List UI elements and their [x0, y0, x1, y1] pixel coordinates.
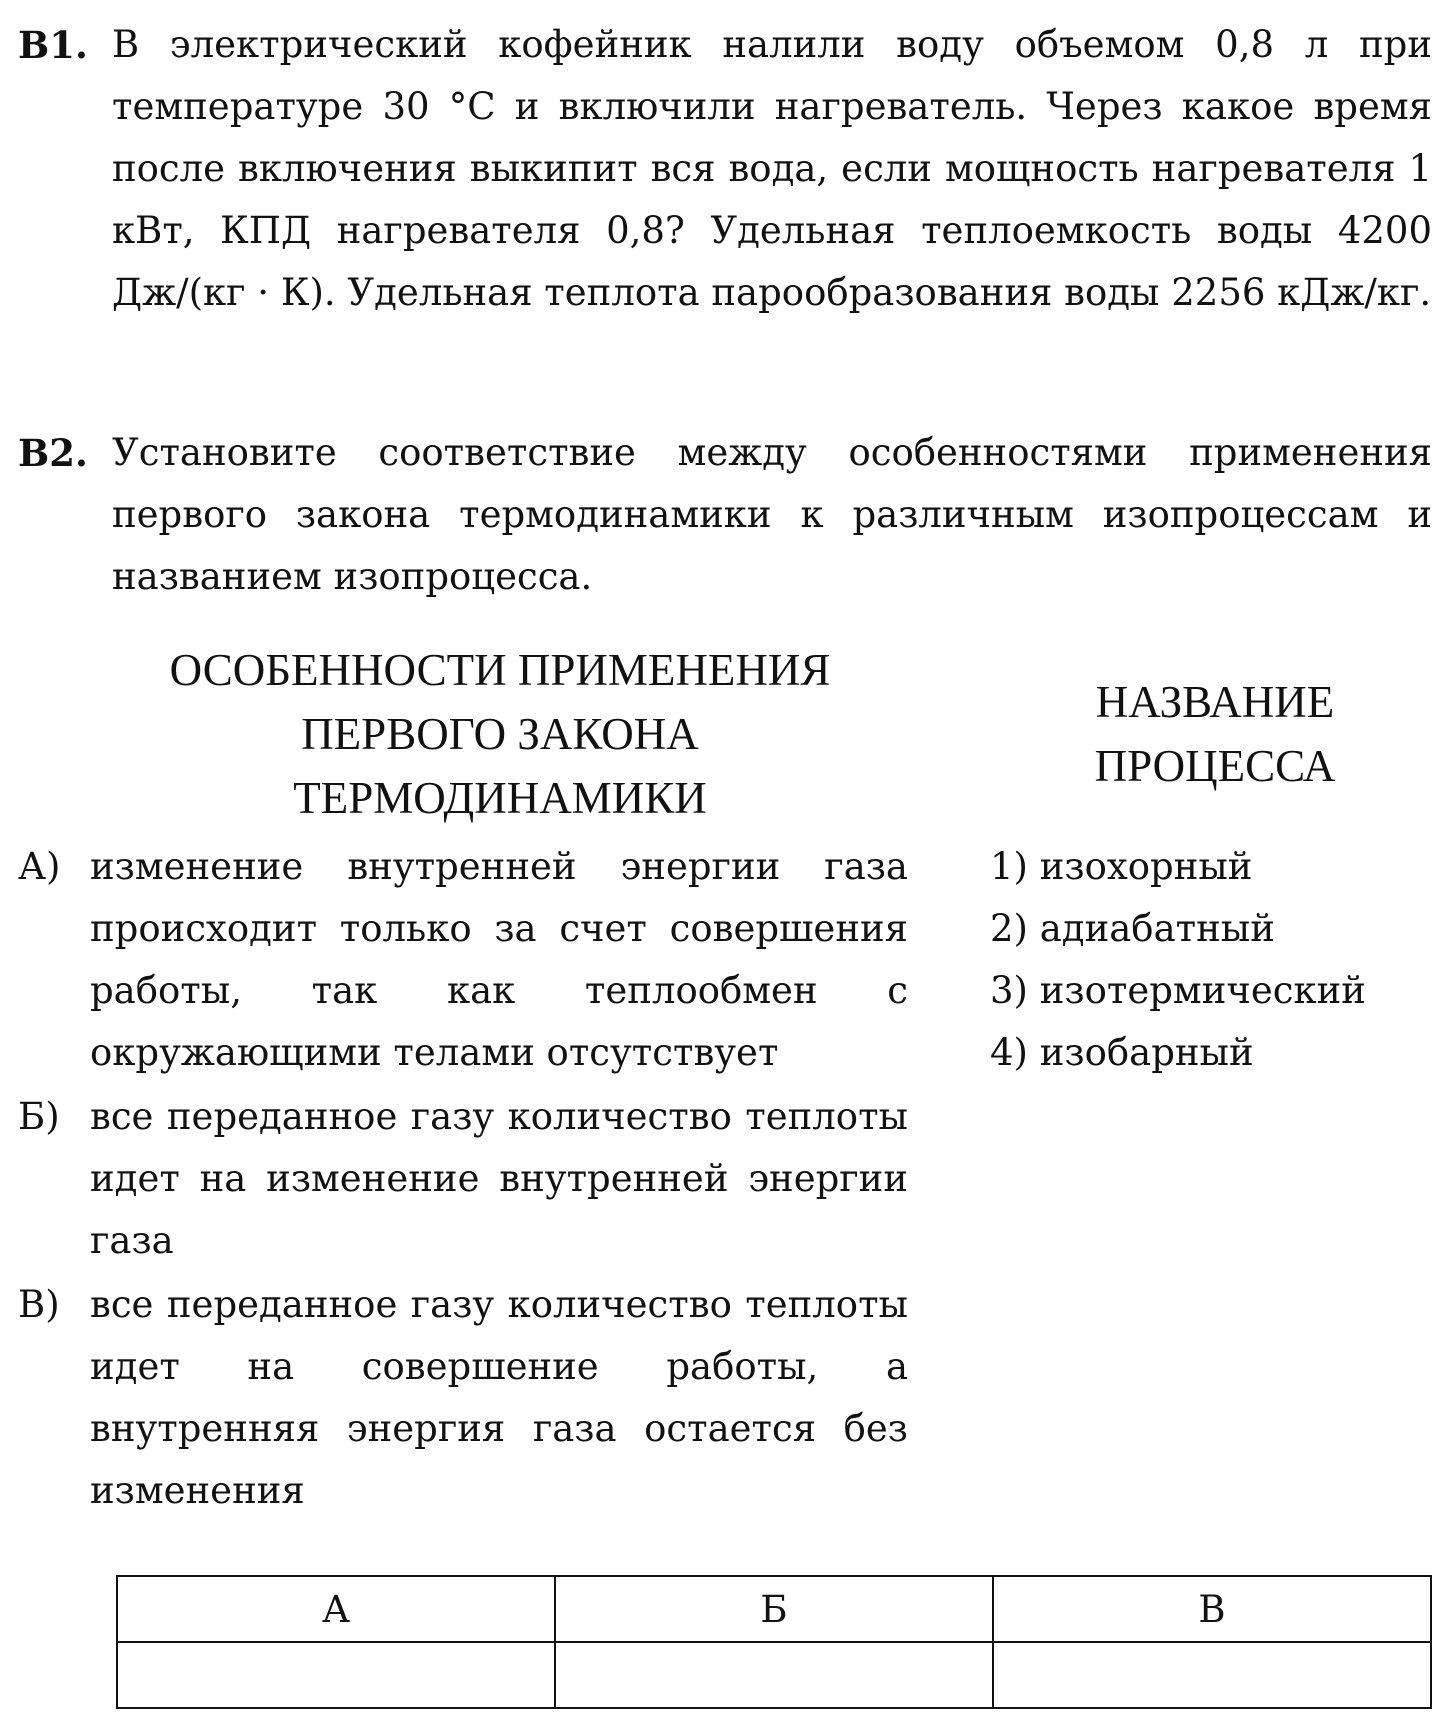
- features-header-line: ОСОБЕННОСТИ ПРИМЕНЕНИЯ: [169, 645, 831, 695]
- answer-table: [116, 1575, 1432, 1709]
- feature-letter: А): [18, 845, 61, 888]
- process-item-2: [990, 898, 1275, 960]
- answer-header-b: Б: [555, 1576, 993, 1642]
- answer-header-a: А: [117, 1576, 555, 1642]
- question-b1-text: В электрический кофейник налили воду объемом 0,8 л при температуре 30 °С и включили нагреватель. Через какое время после включения выкипит вся вода, если мощность нагревателя 1 кВт, КПД нагревателя 0,8? Удельная теплоемкость воды 4200 Дж/(кг · К). Удельная теплота парообразования воды 2256 кДж/кг.: [112, 23, 1432, 314]
- feature-item-b: [18, 1086, 908, 1272]
- answer-table-input-row: [117, 1642, 1431, 1708]
- process-number: 3): [990, 969, 1028, 1012]
- process-item-1: [990, 836, 1252, 898]
- answer-cell-a[interactable]: [117, 1642, 555, 1708]
- processes-header-line: НАЗВАНИЕ: [1095, 677, 1335, 727]
- processes-column-header: [1000, 670, 1430, 798]
- feature-text: все переданное газу количество теплоты идет на совершение работы, а внутренняя энергия газа остается без изменения: [90, 1283, 908, 1512]
- process-name: изотермический: [1039, 969, 1366, 1012]
- answer-table-header-row: [117, 1576, 1431, 1642]
- process-number: 1): [990, 845, 1028, 888]
- process-number: 4): [990, 1031, 1028, 1074]
- processes-header-line: ПРОЦЕССА: [1094, 741, 1336, 791]
- features-column-header: [90, 638, 910, 830]
- question-b1-number: B1.: [18, 23, 88, 67]
- process-name: адиабатный: [1039, 907, 1275, 950]
- feature-item-a: [18, 836, 908, 1084]
- process-name: изохорный: [1039, 845, 1253, 888]
- question-b2-number: B2.: [18, 431, 88, 475]
- feature-text: все переданное газу количество теплоты идет на изменение внутренней энергии газа: [90, 1095, 908, 1262]
- process-name: изобарный: [1039, 1031, 1254, 1074]
- features-header-line: ПЕРВОГО ЗАКОНА: [301, 709, 699, 759]
- process-number: 2): [990, 907, 1028, 950]
- process-item-3: [990, 960, 1366, 1022]
- feature-letter: Б): [18, 1095, 60, 1138]
- answer-cell-v[interactable]: [993, 1642, 1431, 1708]
- feature-item-v: [18, 1274, 908, 1522]
- feature-text: изменение внутренней энергии газа происходит только за счет совершения работы, так как теплообмен с окружающими телами отсутствует: [90, 845, 908, 1074]
- question-b2-text: Установите соответствие между особенностями применения первого закона термодинамики к различным изопроцессам и названием изопроцесса.: [112, 431, 1432, 598]
- features-header-line: ТЕРМОДИНАМИКИ: [293, 773, 707, 823]
- process-item-4: [990, 1022, 1254, 1084]
- answer-cell-b[interactable]: [555, 1642, 993, 1708]
- answer-header-v: В: [993, 1576, 1431, 1642]
- feature-letter: В): [18, 1283, 60, 1326]
